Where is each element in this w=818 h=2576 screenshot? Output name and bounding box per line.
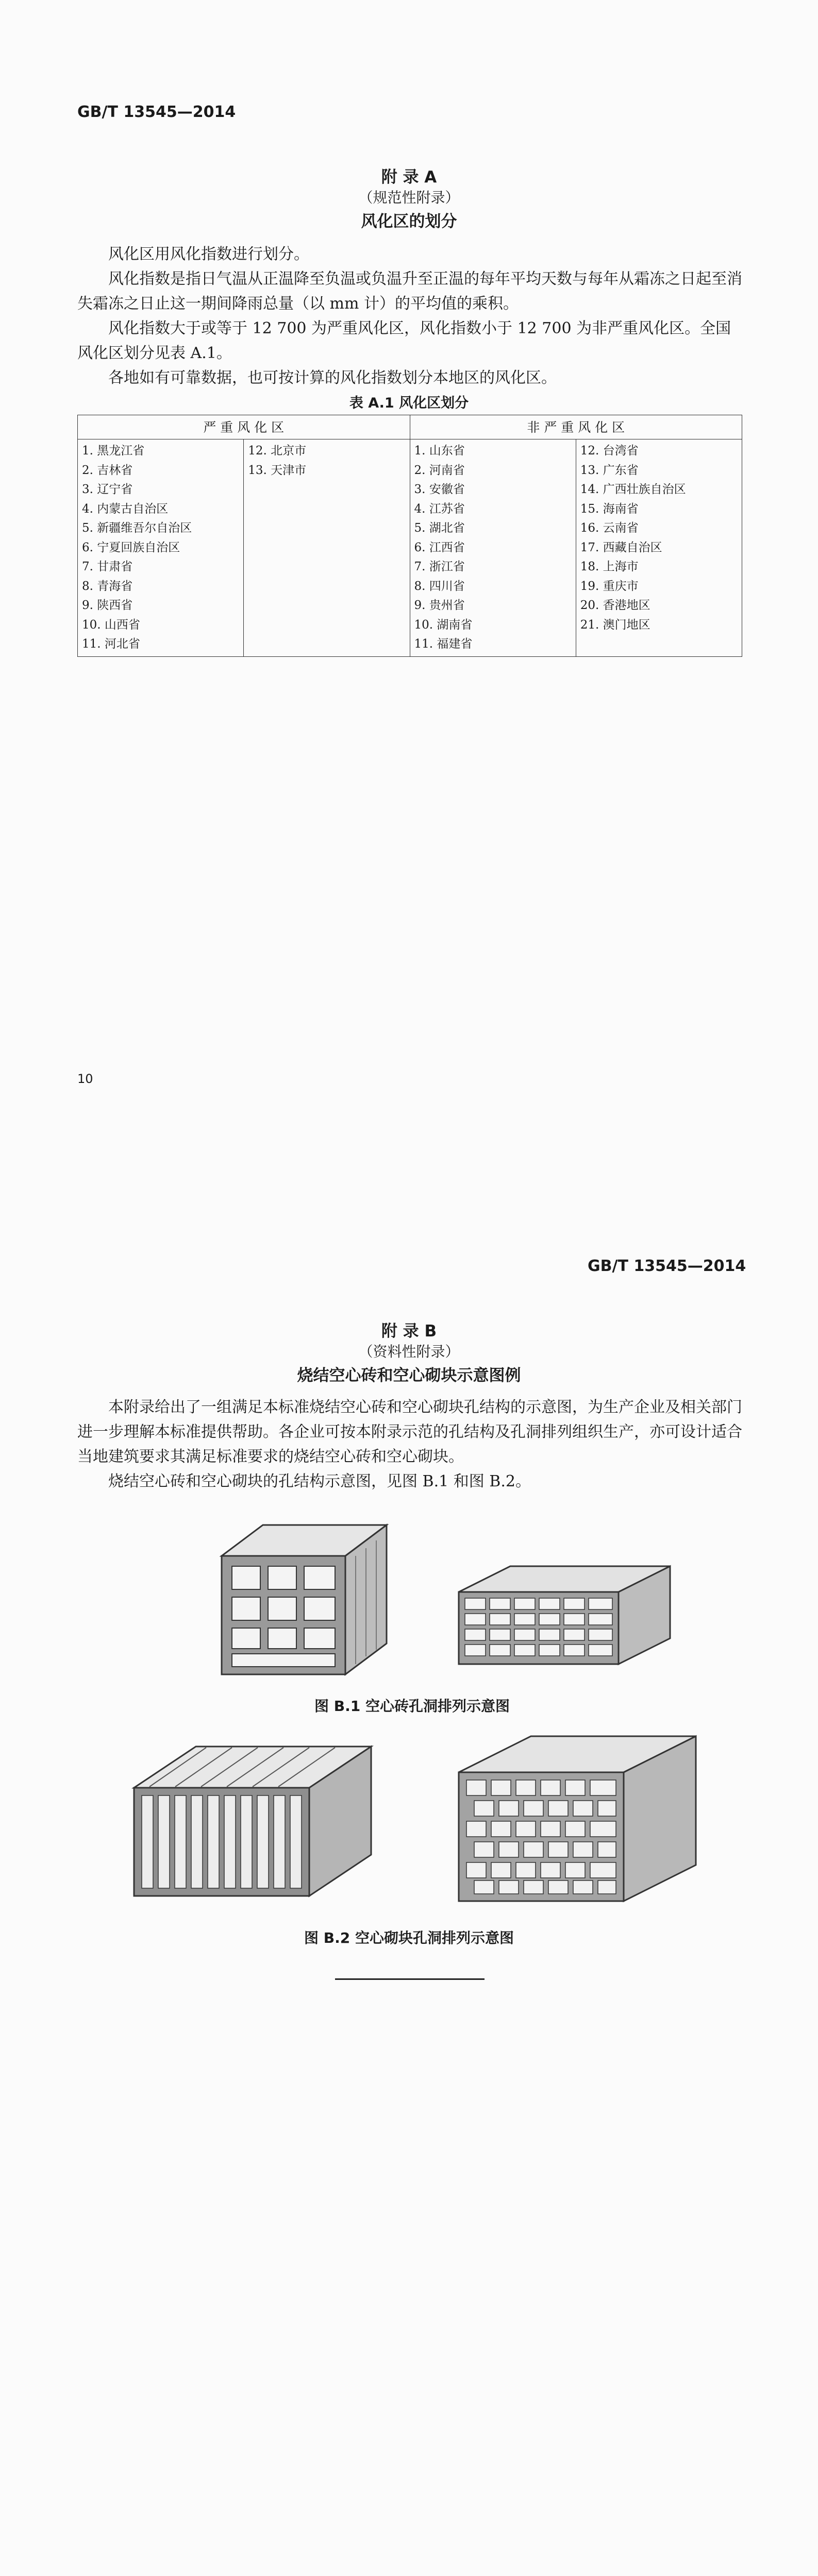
- page-appendix-a: [0, 0, 818, 1154]
- list-item: 6. 江西省: [414, 540, 465, 554]
- list-item: 16. 云南省: [580, 521, 639, 535]
- list-item: 6. 宁夏回族自治区: [82, 540, 180, 554]
- figure-b1-caption: 图 B.1 空心砖孔洞排列示意图: [314, 1698, 510, 1715]
- list-item: 13. 广东省: [580, 463, 639, 477]
- list-item: 13. 天津市: [248, 463, 307, 477]
- nonsevere-zone-list-2: [576, 439, 742, 657]
- nonsevere-zone-list-1: [410, 439, 576, 657]
- list-item: 8. 四川省: [414, 579, 465, 593]
- end-rule: [335, 1978, 485, 1980]
- list-item: 4. 江苏省: [414, 502, 465, 516]
- figure-b2-caption: 图 B.2 空心砌块孔洞排列示意图: [304, 1929, 514, 1946]
- list-item: 11. 河北省: [82, 637, 140, 651]
- list-item: 14. 广西壮族自治区: [580, 483, 686, 496]
- paragraph: 烧结空心砖和空心砌块的孔结构示意图，见图 B.1 和图 B.2。: [108, 1472, 531, 1490]
- list-item: 1. 山东省: [414, 444, 465, 457]
- list-item: 15. 海南省: [580, 502, 639, 516]
- list-item: 20. 香港地区: [580, 599, 650, 612]
- list-item: 10. 湖南省: [414, 618, 473, 632]
- hollow-block-large-illustration: [454, 1726, 701, 1906]
- hollow-block-slotted-illustration: [129, 1736, 376, 1906]
- appendix-title: 烧结空心砖和空心砌块示意图例: [297, 1366, 521, 1385]
- severe-zone-list-1: [78, 439, 244, 657]
- page-header-code: GB/T 13545—2014: [77, 103, 236, 121]
- list-item: 19. 重庆市: [580, 579, 639, 593]
- table-caption: 表 A.1 风化区划分: [349, 395, 469, 411]
- list-item: 11. 福建省: [414, 637, 473, 651]
- hollow-brick-long-illustration: [454, 1561, 675, 1674]
- appendix-type: （资料性附录）: [358, 1343, 460, 1360]
- list-item: 8. 青海省: [82, 579, 133, 593]
- severe-zone-header: 严 重 风 化 区: [78, 415, 410, 439]
- list-item: 2. 吉林省: [82, 463, 133, 477]
- weathering-zone-table: [77, 415, 742, 657]
- paragraph: 风化区用风化指数进行划分。: [108, 245, 309, 263]
- appendix-title: 风化区的划分: [361, 212, 457, 231]
- paragraph: 各地如有可靠数据，也可按计算的风化指数划分本地区的风化区。: [108, 369, 557, 387]
- list-item: 3. 辽宁省: [82, 483, 133, 496]
- appendix-type: （规范性附录）: [358, 189, 460, 206]
- list-item: 18. 上海市: [580, 560, 639, 573]
- list-item: 9. 贵州省: [414, 599, 465, 612]
- list-item: 21. 澳门地区: [580, 618, 650, 632]
- list-item: 3. 安徽省: [414, 483, 465, 496]
- list-item: 5. 新疆维吾尔自治区: [82, 521, 192, 535]
- paragraph: 风化指数是指日气温从正温降至负温或负温升至正温的每年平均天数与每年从霜冻之日起至消失霜冻之日止这一期间降雨总量（以 mm 计）的平均值的乘积。: [77, 270, 742, 313]
- list-item: 12. 北京市: [248, 444, 307, 457]
- paragraph: 本附录给出了一组满足本标准烧结空心砖和空心砌块孔结构的示意图，为生产企业及相关部门进一步理解本标准提供帮助。各企业可按本附录示范的孔结构及孔洞排列组织生产，亦可设计适合当地建筑要求其满足标准要求的烧结空心砖和空心砌块。: [77, 1398, 742, 1466]
- list-item: 7. 甘肃省: [82, 560, 133, 573]
- list-item: 12. 台湾省: [580, 444, 639, 457]
- appendix-label: 附 录 B: [381, 1322, 437, 1341]
- page-imprint: [0, 2308, 818, 2576]
- page-number: 10: [77, 1072, 93, 1086]
- list-item: 5. 湖北省: [414, 521, 465, 535]
- list-item: 7. 浙江省: [414, 560, 465, 573]
- list-item: 4. 内蒙古自治区: [82, 502, 169, 516]
- list-item: 2. 河南省: [414, 463, 465, 477]
- list-item: 9. 陕西省: [82, 599, 133, 612]
- hollow-brick-large-illustration: [216, 1515, 392, 1685]
- list-item: 17. 西藏自治区: [580, 540, 662, 554]
- page-appendix-b: [0, 1154, 818, 2308]
- list-item: 10. 山西省: [82, 618, 140, 632]
- severe-zone-list-2: [244, 439, 410, 657]
- page-header-code: GB/T 13545—2014: [588, 1257, 746, 1275]
- list-item: 1. 黑龙江省: [82, 444, 145, 457]
- paragraph: 风化指数大于或等于 12 700 为严重风化区，风化指数小于 12 700 为非严重风化区。全国风化区划分见表 A.1。: [77, 319, 731, 362]
- appendix-label: 附 录 A: [381, 168, 437, 187]
- nonsevere-zone-header: 非 严 重 风 化 区: [410, 415, 742, 439]
